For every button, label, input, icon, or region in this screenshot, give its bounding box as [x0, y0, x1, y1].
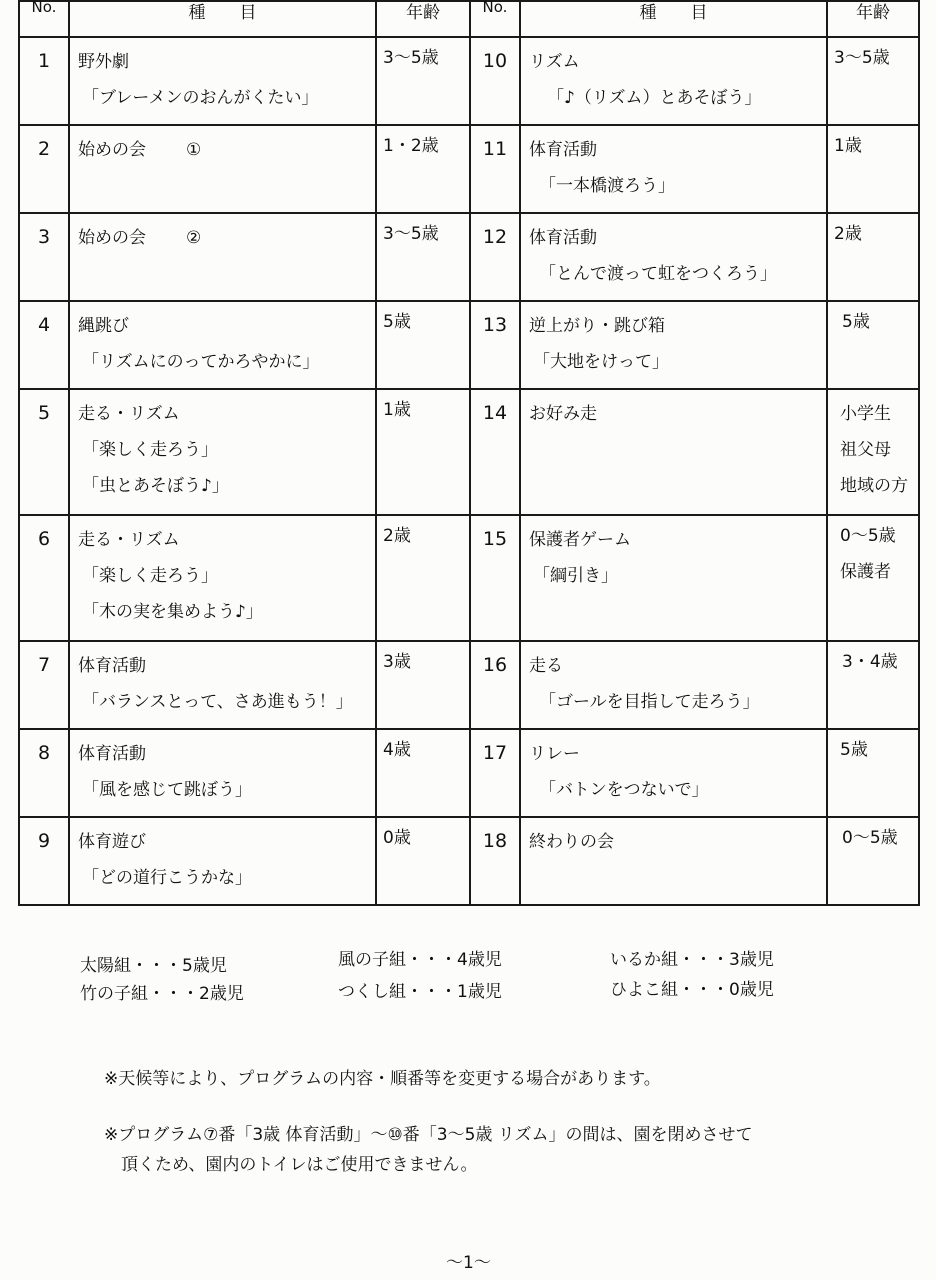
program-no: 11 [470, 125, 520, 213]
program-no: 13 [470, 301, 520, 389]
table-row [19, 817, 919, 905]
program-age: 3～5歳 [827, 37, 919, 125]
program-age: 0～5歳 保護者 [827, 515, 919, 641]
program-title: 体育活動 「一本橋渡ろう」 [520, 125, 827, 213]
program-no: 2 [19, 125, 69, 213]
program-title: 体育遊び 「どの道行こうかな」 [69, 817, 376, 905]
table-row [19, 389, 919, 515]
closure-line-2: 頂くため、園内のトイレはご使用できません。 [121, 1155, 478, 1175]
program-title: 体育活動 「バランスとって、さあ進もう！」 [69, 641, 376, 729]
class-item: いるか組・・・3歳児 [610, 950, 774, 970]
program-age: 1・2歳 [376, 125, 470, 213]
program-age: 2歳 [376, 515, 470, 641]
program-title: 始めの会 ① [69, 125, 376, 213]
program-title: お好み走 [520, 389, 827, 515]
program-no: 15 [470, 515, 520, 641]
table-row [19, 729, 919, 817]
class-item: 風の子組・・・4歳児 [338, 950, 502, 970]
header-type-right: 種 目 [520, 1, 827, 37]
change-notice: ※天候等により、プログラムの内容・順番等を変更する場合があります。 [104, 1069, 661, 1089]
program-no: 12 [470, 213, 520, 301]
table-row [19, 37, 919, 125]
closure-line-1: ※プログラム⑦番「3歳 体育活動」～⑩番「3～5歳 リズム」の間は、園を閉めさせて [104, 1125, 753, 1145]
class-item: 太陽組・・・5歳児 [80, 956, 227, 976]
program-title: リレー 「バトンをつないで」 [520, 729, 827, 817]
program-age: 1歳 [376, 389, 470, 515]
program-age: 3～5歳 [376, 213, 470, 301]
program-no: 4 [19, 301, 69, 389]
page-number: ～1～ [446, 1253, 491, 1273]
program-age: 0歳 [376, 817, 470, 905]
program-title: 走る・リズム 「楽しく走ろう」 「木の実を集めよう♪」 [69, 515, 376, 641]
program-no: 10 [470, 37, 520, 125]
table-row [19, 515, 919, 641]
toilet-closure-notice [104, 1120, 752, 1180]
program-age: 4歳 [376, 729, 470, 817]
program-title: 終わりの会 [520, 817, 827, 905]
program-age: 5歳 [827, 301, 919, 389]
program-age: 3～5歳 [376, 37, 470, 125]
program-no: 6 [19, 515, 69, 641]
program-table [18, 0, 920, 906]
header-age-right: 年齢 [827, 1, 919, 37]
program-no: 9 [19, 817, 69, 905]
class-item: つくし組・・・1歳児 [338, 982, 502, 1002]
table-row [19, 125, 919, 213]
program-title: リズム 「♪（リズム）とあそぼう」 [520, 37, 827, 125]
program-no: 7 [19, 641, 69, 729]
program-age: 小学生 祖父母 地域の方 [827, 389, 919, 515]
table-row [19, 301, 919, 389]
program-no: 3 [19, 213, 69, 301]
program-age: 3・4歳 [827, 641, 919, 729]
program-age: 5歳 [376, 301, 470, 389]
class-item: 竹の子組・・・2歳児 [80, 984, 244, 1004]
program-age: 2歳 [827, 213, 919, 301]
header-no: No. [19, 1, 69, 37]
program-no: 16 [470, 641, 520, 729]
program-no: 14 [470, 389, 520, 515]
header-no-right: No. [470, 1, 520, 37]
program-title: 走る・リズム 「楽しく走ろう」 「虫とあそぼう♪」 [69, 389, 376, 515]
header-age: 年齢 [376, 1, 470, 37]
program-no: 8 [19, 729, 69, 817]
program-title: 保護者ゲーム 「綱引き」 [520, 515, 827, 641]
table-row [19, 213, 919, 301]
program-title: 始めの会 ② [69, 213, 376, 301]
program-no: 1 [19, 37, 69, 125]
program-no: 18 [470, 817, 520, 905]
program-age: 1歳 [827, 125, 919, 213]
program-age: 3歳 [376, 641, 470, 729]
program-age: 5歳 [827, 729, 919, 817]
program-age: 0～5歳 [827, 817, 919, 905]
program-title: 野外劇 「ブレーメンのおんがくたい」 [69, 37, 376, 125]
header-type: 種 目 [69, 1, 376, 37]
program-title: 逆上がり・跳び箱 「大地をけって」 [520, 301, 827, 389]
table-row [19, 641, 919, 729]
class-item: ひよこ組・・・0歳児 [610, 980, 774, 1000]
program-title: 走る 「ゴールを目指して走ろう」 [520, 641, 827, 729]
table-header-row [19, 1, 919, 37]
program-no: 5 [19, 389, 69, 515]
program-no: 17 [470, 729, 520, 817]
program-title: 体育活動 「風を感じて跳ぼう」 [69, 729, 376, 817]
program-title: 縄跳び 「リズムにのってかろやかに」 [69, 301, 376, 389]
program-title: 体育活動 「とんで渡って虹をつくろう」 [520, 213, 827, 301]
